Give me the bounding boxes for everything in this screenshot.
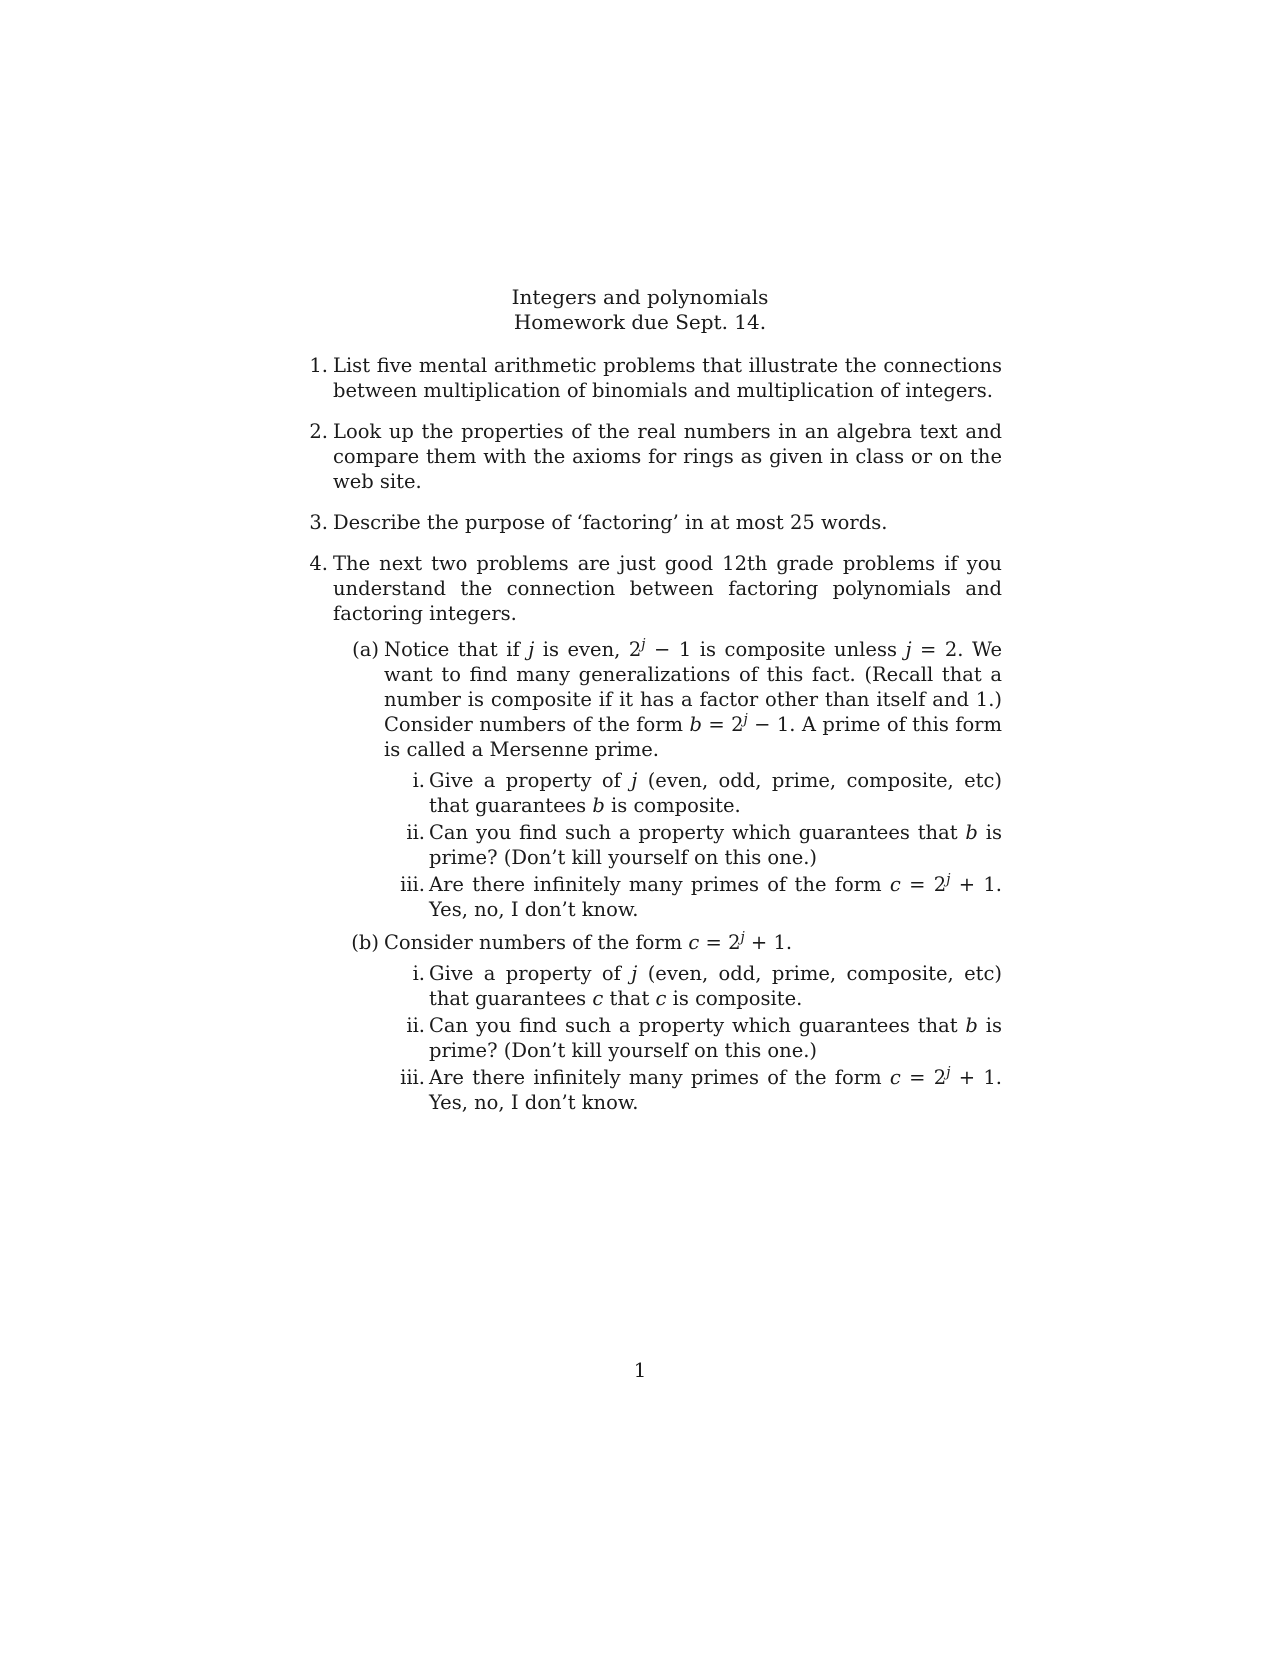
part-b-item-iii: [394, 1065, 1002, 1115]
part-b-item-i: [394, 961, 1002, 1011]
problem-2: [302, 419, 1002, 494]
subitem-label: ii.: [406, 821, 425, 844]
problem-number: 1.: [309, 354, 328, 377]
problem-number: 3.: [309, 511, 328, 534]
problem-number: 4.: [309, 552, 328, 575]
problem-list: [302, 353, 1002, 1131]
subitem-label: iii.: [400, 873, 425, 896]
title-block: [0, 285, 1280, 335]
subitem-text: Can you find such a property which guarantees that b is prime? (Don’t kill yourself on this one.): [429, 821, 1002, 869]
subitem-text: Give a property of j (even, odd, prime, composite, etc) that guarantees c that c is composite.: [429, 962, 1002, 1010]
part-a-item-iii: [394, 872, 1002, 922]
part-a-item-ii: [394, 820, 1002, 870]
part-text: Notice that if j is even, $2^j - 1$ is composite unless j = 2. We want to find many generalizations of this fact. (Recall that a number is composite if it has a factor other than itself and 1.) Consider numbers of the form $b = 2^j - 1$. A prime of this form is called a Mersenne prime.: [384, 636, 1002, 761]
document-subtitle: Homework due Sept. 14.: [513, 310, 767, 334]
subitem-text: Give a property of j (even, odd, prime, composite, etc) that guarantees b is composite.: [429, 769, 1002, 817]
part-label: (b): [351, 931, 379, 954]
part-a-items: [394, 768, 1002, 922]
part-a: [345, 637, 1002, 922]
problem-4: [302, 551, 1002, 1115]
problem-1: [302, 353, 1002, 403]
part-a-item-i: [394, 768, 1002, 818]
problem-text: Look up the properties of the real numbers in an algebra text and compare them with the axioms for rings as given in class or on the web site.: [333, 420, 1002, 493]
problem-text: List five mental arithmetic problems that illustrate the connections between multiplication of binomials and multiplication of integers.: [333, 354, 1002, 402]
subitem-label: iii.: [400, 1066, 425, 1089]
subitem-label: i.: [412, 962, 425, 985]
part-b-items: [394, 961, 1002, 1115]
problem-number: 2.: [309, 420, 328, 443]
document-title: Integers and polynomials: [511, 285, 769, 309]
problem-text: Describe the purpose of ‘factoring’ in at most 25 words.: [333, 511, 888, 534]
part-text: Consider numbers of the form $c = 2^j + 1$.: [384, 929, 793, 954]
subitem-text: Can you find such a property which guarantees that b is prime? (Don’t kill yourself on this one.): [429, 1014, 1002, 1062]
problem-4-parts: [345, 637, 1002, 1115]
problem-text: The next two problems are just good 12th grade problems if you understand the connection between factoring polynomials and factoring integers.: [333, 552, 1002, 625]
subitem-label: i.: [412, 769, 425, 792]
subitem-text: Are there infinitely many primes of the form $c = 2^j + 1$. Yes, no, I don’t know.: [429, 871, 1002, 921]
subitem-label: ii.: [406, 1014, 425, 1037]
part-b: [345, 930, 1002, 1115]
part-b-item-ii: [394, 1013, 1002, 1063]
problem-3: [302, 510, 1002, 535]
subitem-text: Are there infinitely many primes of the form $c = 2^j + 1$. Yes, no, I don’t know.: [429, 1064, 1002, 1114]
part-label: (a): [352, 638, 379, 661]
page-number: 1: [633, 1358, 647, 1382]
